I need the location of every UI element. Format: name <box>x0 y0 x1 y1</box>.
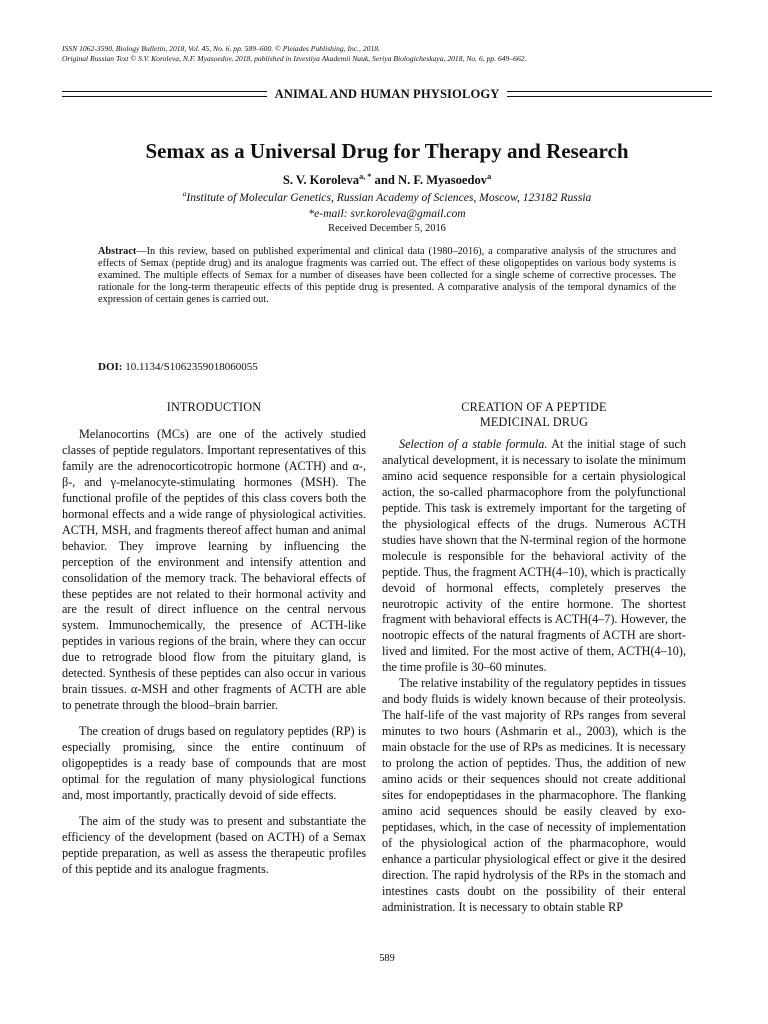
intro-paragraph-1: Melanocortins (MCs) are one of the actively studied classes of peptide regulators. Important representatives of this family are the adrenocorticotropic hormone (ACTH) and α-, β-, and γ-melanocyte-stimulating hormones (MSH). The functional profile of the peptides of this class covers both the hormonal effects and a wide range of physiological activities. ACTH, MSH, and fragments thereof affect human and animal behavior. They improve learning by influencing the perception of the environment and intensify attention and consolidation of the memory track. The behavioral effects of these peptides are not related to their hormonal activity and are the result of direct influence on the central nervous system. Immunochemically, the presence of ACTH-like peptides in various regions of the brain, where they can occur due to retrograde blood flow from the pituitary gland, is detected. Synthesis of these peptides can also occur in various brain tissues. α-MSH and other fragments of ACTH are able to penetrate through the blood–brain barrier. <box>62 427 366 713</box>
introduction-heading: INTRODUCTION <box>166 400 262 414</box>
subsection-lead: Selection of a stable formula. <box>399 437 548 451</box>
affiliation-text: Institute of Molecular Genetics, Russian Academy of Sciences, Moscow, 123182 Russia <box>186 191 592 204</box>
section-banner <box>62 85 712 103</box>
abstract-text: —In this review, based on published experimental and clinical data (1980–2016), a comparative analysis of the structures and effects of Semax (peptide drug) and its analogue fragments was carried out. The effect of these oligopeptides on various body systems is examined. The multiple effects of Semax for a number of diseases have been collected for a single scheme of corrective processes. The rationale for the long-term therapeutic effects of this peptide drug is presented. A comparative analysis of the temporal dynamics of the expression of certain genes is carried out. <box>98 246 676 306</box>
journal-citation-header <box>62 44 712 64</box>
original-text-line: Original Russian Text © S.V. Koroleva, N.F. Myasoedov, 2018, published in Izvestiya Akademii Nauk, Seriya Biologicheskaya, 2018, No. 6, pp. 649–662. <box>62 54 527 63</box>
article-title: Semax as a Universal Drug for Therapy and Research <box>145 139 629 163</box>
abstract <box>98 246 676 306</box>
corresponding-email[interactable]: *e-mail: svr.koroleva@gmail.com <box>308 207 466 220</box>
page-number: 589 <box>379 953 395 964</box>
creation-heading-line-2: MEDICINAL DRUG <box>479 415 589 429</box>
issn-line: ISSN 1062-3590, Biology Bulletin, 2018, Vol. 45, No. 6, pp. 589–600. © Pleiades Publishing, Inc., 2018. <box>62 44 380 53</box>
intro-paragraph-3: The aim of the study was to present and substantiate the efficiency of the development (based on ACTH) of a Semax peptide preparation, as well as assess the therapeutic profiles of this peptide and its analogue fragments. <box>62 813 366 876</box>
creation-paragraph-1 <box>382 437 686 676</box>
creation-paragraph-1-text: At the initial stage of such analytical development, it is necessary to isolate the minimum amino acid sequence responsible for a certain physiological action, the so-called pharmacophore from the polyfunctional peptide. This task is extremely important for the targeting of the physiological effects of the drugs. Numerous ACTH studies have shown that the N-terminal region of the hormone molecule is responsible for the behavioral activity of the peptide. Thus, the fragment ACTH(4–10), which is practically devoid of hormonal effects, completely preserves the neurotropic activity of the entire hormone. The shortest fragment with behavioral effects is ACTH(4–7). However, the nootropic effects of the natural fragments of ACTH are short-lived and limited. For the most active of them, ACTH(4–10), the time profile is 30–60 minutes. <box>382 437 686 675</box>
creation-paragraph-2: The relative instability of the regulatory peptides in tissues and body fluids is widely known because of their proteolysis. The half-life of the vast majority of RPs ranges from several minutes to two hours (Ashmarin et al., 2003), which is the main obstacle for the use of RPs as medicines. It is necessary to prolong the action of peptides. Thus, the addition of new amino acids or their sequences should not create additional sites for endopeptidases in the pharmacophore. The flanking amino acid sequences should be easily cleaved by exo-peptidases, which, in the case of necessity of implementation of the physiological action of the pharmacophore, would enhance a particular physiological effect or give it the desired direction. The rapid hydrolysis of the RPs in the stomach and intestines casts doubt on the possibility of their enteral administration. It is necessary to obtain stable RP <box>382 676 686 914</box>
left-column <box>62 400 366 888</box>
author-myasoedov: N. F. Myasoedov <box>397 173 488 187</box>
creation-heading <box>382 400 686 430</box>
doi-line <box>98 360 676 374</box>
right-column <box>382 400 686 916</box>
doi-value[interactable]: 10.1134/S1062359018060055 <box>122 361 258 373</box>
authors-line <box>62 172 712 188</box>
affiliation-mark: a <box>182 189 187 199</box>
section-rule-left <box>62 91 267 97</box>
section-title: ANIMAL AND HUMAN PHYSIOLOGY <box>274 86 500 101</box>
authors-and: and <box>371 173 398 187</box>
author-myasoedov-marks: a <box>487 171 492 181</box>
doi-label: DOI: <box>98 361 123 373</box>
intro-paragraph-2: The creation of drugs based on regulatory peptides (RP) is especially promising, since the entire continuum of oligopeptides is a ready base of compounds that are most optimal for the regulation of many physiological functions and, most importantly, practically devoid of side effects. <box>62 724 366 802</box>
received-date: Received December 5, 2016 <box>328 223 446 234</box>
abstract-label: Abstract <box>98 246 137 257</box>
creation-heading-line-1: CREATION OF A PEPTIDE <box>461 400 607 414</box>
section-rule-right <box>507 91 712 97</box>
affiliation <box>62 190 712 205</box>
author-koroleva-marks: a, * <box>359 171 372 181</box>
author-koroleva: S. V. Koroleva <box>282 173 360 187</box>
